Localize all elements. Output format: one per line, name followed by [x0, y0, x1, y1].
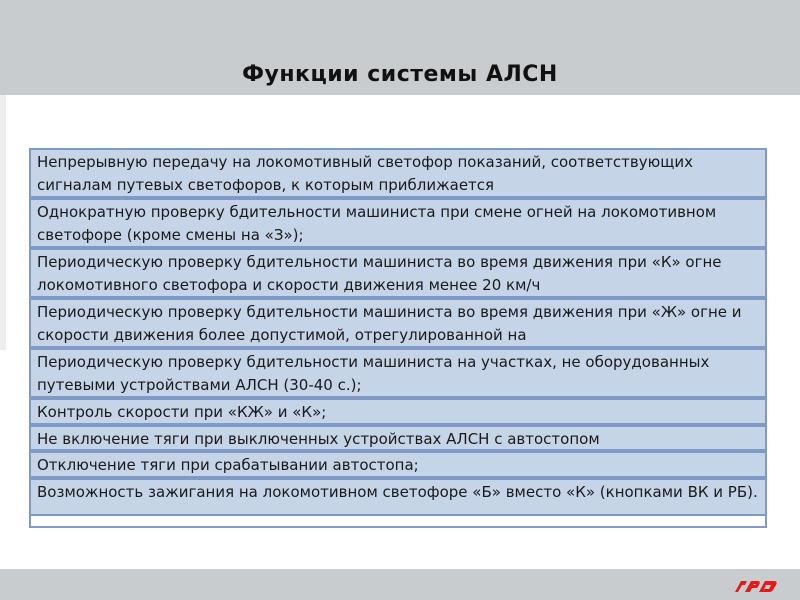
- function-item: Контроль скорости при «КЖ» и «К»;: [29, 398, 767, 425]
- function-item: Возможность зажигания на локомотивном светофоре «Б» вместо «К» (кнопками ВК и РБ).: [29, 478, 767, 528]
- function-item: Непрерывную передачу на локомотивный светофор показаний, соответствующих сигналам путевых светофоров, к которым приближается: [29, 148, 767, 198]
- slide-title: Функции системы АЛСН: [242, 62, 558, 87]
- function-item: Не включение тяги при выключенных устройствах АЛСН с автостопом: [29, 425, 767, 451]
- function-item: Периодическую проверку бдительности машиниста во время движения при «К» огне локомотивного светофора и скорости движения менее 20 км/ч: [29, 248, 767, 298]
- footer-band: [0, 569, 800, 600]
- function-item: Отключение тяги при срабатывании автостопа;: [29, 451, 767, 478]
- function-item: Периодическую проверку бдительности машиниста во время движения при «Ж» огне и скорости движения более допустимой, отрегулированной на: [29, 298, 767, 348]
- function-item: Периодическую проверку бдительности машиниста на участках, не оборудованных путевыми устройствами АЛСН (30-40 с.);: [29, 348, 767, 398]
- left-decor-strip: [0, 95, 6, 350]
- rzd-logo-icon: [732, 577, 780, 595]
- function-item: Однократную проверку бдительности машиниста при смене огней на локомотивном светофоре (кроме смены на «З»);: [29, 198, 767, 248]
